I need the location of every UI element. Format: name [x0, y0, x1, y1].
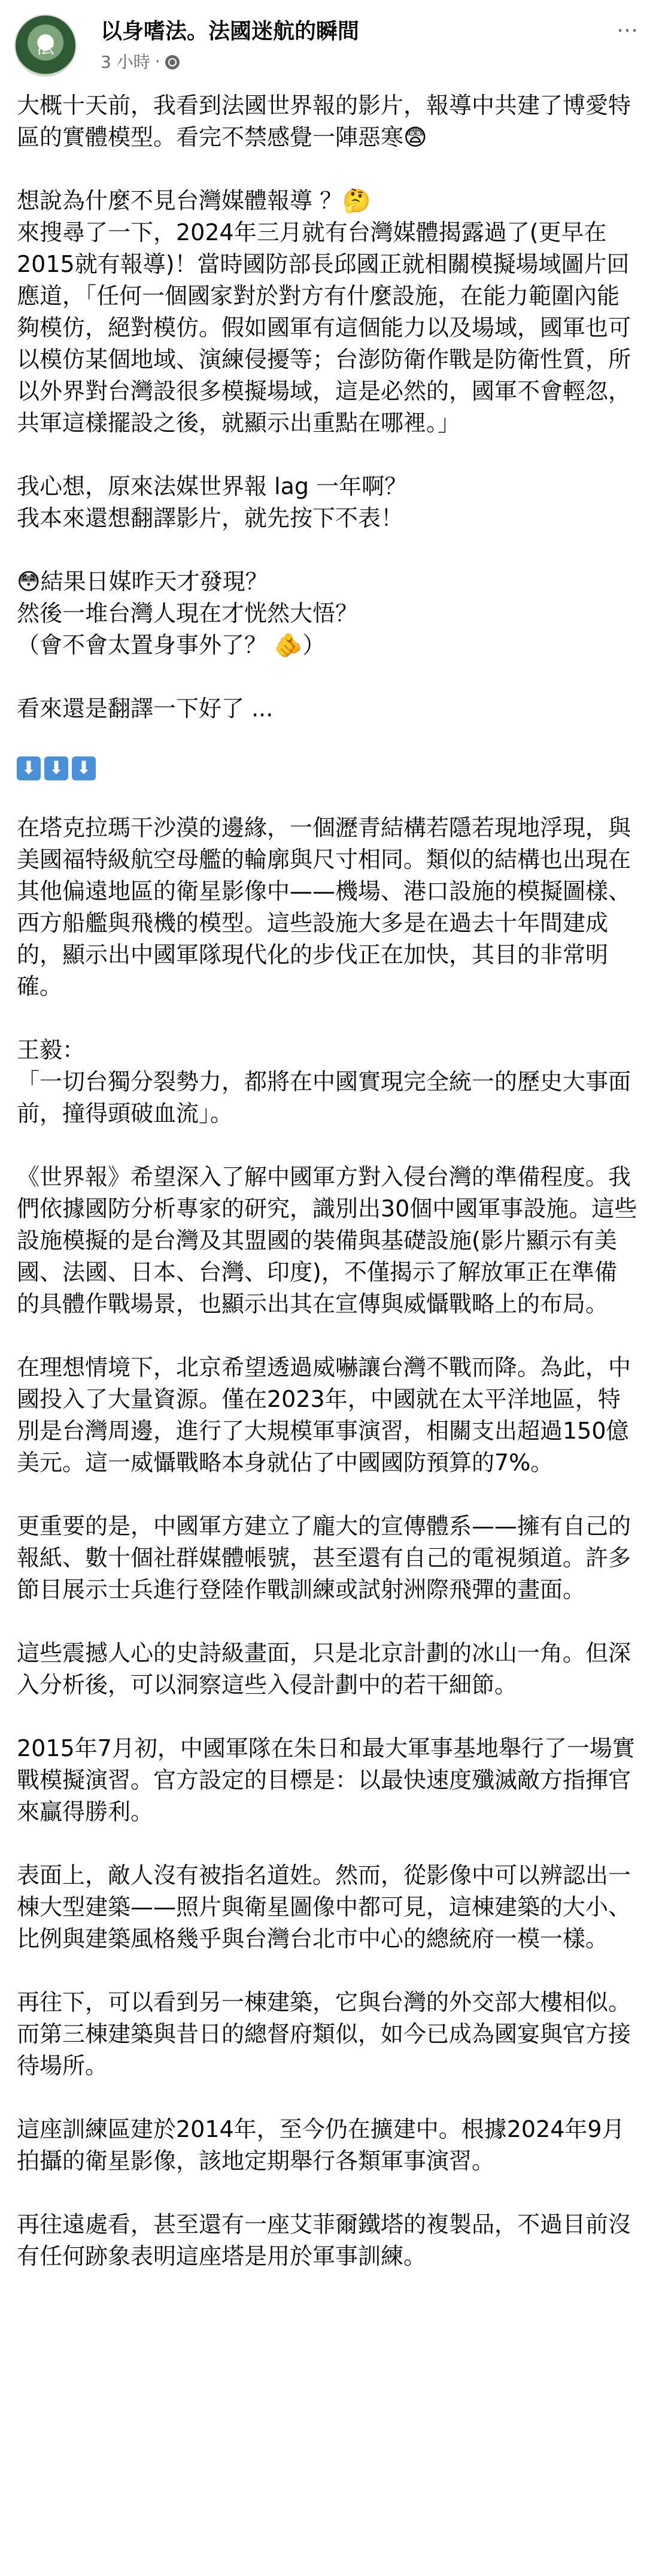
- down-arrow-icon: ⬇: [17, 756, 41, 780]
- post-paragraph: 大概十天前，我看到法國世界報的影片，報導中共建了博愛特區的實體模型。看完不禁感覺一陣惡寒😨: [17, 92, 631, 150]
- page-name[interactable]: 以身嗜法。法國迷航的瞬間: [101, 19, 360, 44]
- post-paragraph: 看來還是翻譯一下好了 ...: [17, 695, 274, 722]
- post-meta: [101, 49, 180, 73]
- post-paragraph: 😳結果日媒昨天才發現？ 然後一堆台灣人現在才恍然大悟？ （會不會太置身事外了？ 🫵）: [17, 568, 359, 658]
- avatar-logo: 法: [37, 37, 54, 58]
- post-paragraph: 這座訓練區建於2014年，至今仍在擴建中。根據2024年9月拍攝的衛星影像，該地定期舉行各類軍事演習。: [17, 2116, 625, 2174]
- post-body: [17, 90, 639, 2304]
- post-paragraph: 再往下，可以看到另一棟建築，它與台灣的外交部大樓相似。而第三棟建築與昔日的總督府類似，如今已成為國宴與官方接待場所。: [17, 1989, 631, 2079]
- post-paragraph: 表面上，敵人沒有被指名道姓。然而，從影像中可以辨認出一棟大型建築——照片與衛星圖像中都可見，這棟建築的大小、比例與建築風格幾乎與台灣台北市中心的總統府一模一樣。: [17, 1862, 631, 1952]
- post-paragraph: 更重要的是，中國軍方建立了龐大的宣傳體系——擁有自己的報紙、數十個社群媒體帳號，甚至還有自己的電視頻道。許多節目展示士兵進行登陸作戰訓練或試射洲際飛彈的畫面。: [17, 1513, 631, 1603]
- post-paragraph: 《世界報》希望深入了解中國軍方對入侵台灣的準備程度。我們依據國防分析專家的研究，識別出30個中國軍事設施。這些設施模擬的是台灣及其盟國的裝備與基礎設施(影片顯示有美國、法國、日本、台灣、印度)，不僅揭示了解放軍正在準備的具體作戰場景，也顯示出其在宣傳與威懾戰略上的布局。: [17, 1164, 637, 1317]
- post-paragraph: 這些震撼人心的史詩級畫面，只是北京計劃的冰山一角。但深入分析後，可以洞察這些入侵計劃中的若干細節。: [17, 1640, 631, 1698]
- post-paragraph: 想說為什麼不見台灣媒體報導 ？🤔 來搜尋了一下，2024年三月就有台灣媒體揭露過了(更早在2015就有報導)！當時國防部長邱國正就相關模擬場域圖片回應道，「任何一個國家對於對方有什麼設施，在能力範圍內能夠模仿，絕對模仿。假如國軍有這個能力以及場域，國軍也可以模仿某個地域、演練侵擾等；台澎防衛作戰是防衛性質，所以外界對台灣設很多模擬場域，這是必然的，國軍不會輕忽，共軍這樣擺設之後，就顯示出重點在哪裡。」: [17, 187, 631, 436]
- post-paragraph: 2015年7月初，中國軍隊在朱日和最大軍事基地舉行了一場實戰模擬演習。官方設定的目標是：以最快速度殲滅敵方指揮官來贏得勝利。: [17, 1735, 635, 1825]
- post-paragraph: 在理想情境下，北京希望透過威嚇讓台灣不戰而降。為此，中國投入了大量資源。僅在2023年，中國就在太平洋地區，特別是台灣周邊，進行了大規模軍事演習，相關支出超過150億美元。這一威懾戰略本身就佔了中國國防預算的7%。: [17, 1354, 631, 1476]
- post-header: [0, 0, 656, 90]
- globe-icon: [165, 55, 180, 69]
- down-arrow-icon: ⬇: [72, 756, 96, 780]
- down-arrow-icon: ⬇: [44, 756, 68, 780]
- post-paragraph: 在塔克拉瑪干沙漠的邊緣，一個瀝青結構若隱若現地浮現，與美國福特級航空母艦的輪廓與尺寸相同。類似的結構也出現在其他偏遠地區的衛星影像中——機場、港口設施的模擬圖樣、西方船艦與飛機的模型。這些設施大多是在過去十年間建成的，顯示出中國軍隊現代化的步伐正在加快，其目的非常明確。: [17, 815, 631, 1000]
- more-options-button[interactable]: ⋯: [616, 18, 639, 43]
- post-paragraph: 再往遠處看，甚至還有一座艾菲爾鐵塔的複製品，不過目前沒有任何跡象表明這座塔是用於軍事訓練。: [17, 2211, 631, 2269]
- arrow-row: [17, 756, 639, 780]
- post-paragraph: 王毅： 「一切台獨分裂勢力，都將在中國實現完全統一的歷史大事面前，撞得頭破血流」。: [17, 1037, 631, 1127]
- post-timestamp[interactable]: 3 小時: [101, 52, 150, 72]
- meta-separator: ·: [154, 51, 160, 71]
- avatar[interactable]: [14, 14, 77, 77]
- post-paragraph: 我心想，原來法媒世界報 lag 一年啊？ 我本來還想翻譯影片，就先按下不表！: [17, 473, 408, 531]
